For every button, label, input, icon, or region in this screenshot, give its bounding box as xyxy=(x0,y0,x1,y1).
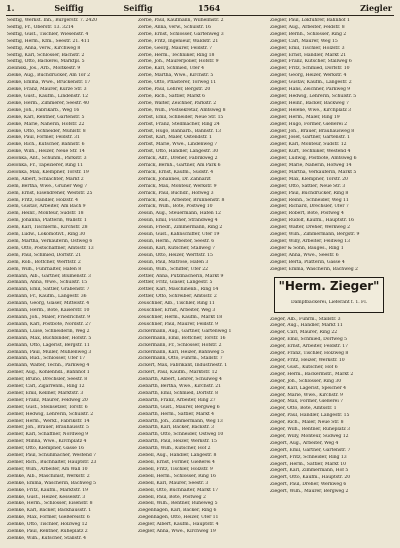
directory-entry: Zernick, Max, Monteur, Werkstr. 9 xyxy=(138,183,217,189)
directory-entry: Ziegler, Anna, Wwe., Kirchweg 19 xyxy=(138,529,216,535)
directory-entry: Ziegler, Joh., Brauer, Brauhausweg 8 xyxy=(270,128,355,134)
directory-entry: Ziegler, Martha, Verkäuferin, Markt 5 xyxy=(270,169,357,175)
directory-entry: Seiffig, Werkst. Inh., Bürgerstr. 7. 2420 xyxy=(7,18,98,23)
directory-entry: Ziebell, Paul, Bote, Postweg 2 xyxy=(138,494,206,500)
directory-entry: Ziegert, Aug., Arbeiter, Weg 4 xyxy=(270,440,339,446)
directory-entry: Zettler, Anna, Putzmacherin, Markt 9 xyxy=(138,273,224,279)
directory-entry: Zielke, Gust., Kaufm., Lindenstr. 12 xyxy=(7,93,89,99)
directory-entry: Ziebell, Karl, Maurer, Seestr. 3 xyxy=(138,480,209,486)
directory-entry: Ziem, Albert, Schlächter, Markt 2 xyxy=(7,176,84,182)
directory-entry: Zieger, Paul, Händler, Langestr. 15 xyxy=(270,413,350,419)
directory-entry: Ziemer, Herm., Werkf., Fabrikstr. 14 xyxy=(7,418,90,424)
directory-entry: Ziemer, Emil, Kellner, Marktstr. 3 xyxy=(7,390,84,396)
directory-entry: Zerbe, Ernst, Schlosser, Gartenweg 3 xyxy=(138,31,224,37)
directory-entry: Zielke, Rich., Kutscher, Bahnstr. 6 xyxy=(7,142,85,148)
directory-entry: Ziegler, Gustav, Kaufm., Langestr. 2 xyxy=(270,80,352,86)
directory-entry: Seiffig, Anna, verw., Kirchweg 8 xyxy=(7,45,81,51)
directory-entry: Zernick, Johannes, Dr. Zahnarzt xyxy=(138,176,211,182)
directory-entry: Zieger, Franz, Tischler, Holzweg 8 xyxy=(270,351,349,357)
directory-entry: Ziem, Bertha, Wwe., Grüner Weg 7 xyxy=(7,183,88,189)
header-heading-left: Seiffig xyxy=(54,3,84,13)
directory-entry: Ziegler, Anna, Wwe., Seestr. 6 xyxy=(270,252,339,258)
directory-entry: Ziemer, Paul, Schuhmacher, Westend 7 xyxy=(7,453,97,459)
directory-entry: Zernick, Wilh., Bote, Postweg 10 xyxy=(138,204,213,210)
directory-entry: Zielonka, Ant., Schuhm., Parkstr. 3 xyxy=(7,156,87,162)
directory-entry: Ziem, Gustav, Arbeiter, Am Bach 9 xyxy=(7,204,86,210)
directory-entry: Zieger, Max, Former, Gießerei 7 xyxy=(270,399,344,405)
directory-entry: Zieger, Ernst, Arbeiter, Feldstr. 17 xyxy=(270,344,349,350)
directory-entry: Zernick, Paul, Buchdr., Hofweg 3 xyxy=(138,190,214,196)
directory-entry: Zerbe, Fritz, Ingenieur, Waldstr. 21 xyxy=(138,38,219,44)
directory-entry: Ziemann, Walter, Techn., Parkweg 4 xyxy=(7,363,90,369)
header-heading-right: Ziegler xyxy=(360,3,392,13)
directory-entry: Zieger, Rich., Maler, Neue Str. 8 xyxy=(270,420,344,426)
directory-entry: Zerbe, Walter, Zeichner, Parkstr. 2 xyxy=(138,100,217,106)
directory-entry: Zieger, Willy, Monteur, Südweg 12 xyxy=(270,433,349,439)
ad-text: Dampfbäckerei, Lieferant f. 1. Fl. xyxy=(290,299,368,305)
directory-entry: Ziegler, Ernst, Händler, Markt 21 xyxy=(270,52,347,58)
directory-entry: Zerbe, Paul, Lehrer, Bergstr. 20 xyxy=(138,87,211,93)
directory-entry: Ziegler, Robert, Bote, Postweg 4 xyxy=(270,211,344,217)
directory-entry: Zieger, Emil, Schmied, Dorfweg 5 xyxy=(270,337,348,343)
directory-entry: Seiffig, Fr., Oberstr. 13. 3214 xyxy=(7,24,74,30)
directory-entry: Zernick, Ernst, Kaufm., Südstr. 4 xyxy=(138,169,214,175)
directory-entry: Ziegler, Georg, Heizer, Werkstr. 4 xyxy=(270,73,347,79)
directory-entry: Ziemke, Otto, Tischler, Holzweg 12 xyxy=(7,522,88,528)
directory-entry: Ziebarth, Otto, Schneider, Ostweg 10 xyxy=(138,432,224,438)
directory-entry: Ziegler & Sohn, Bauges., Ring 1 xyxy=(270,245,344,251)
directory-entry: Zielke, Otto, Schneider, Mühlstr. 8 xyxy=(7,128,86,134)
directory-entry: Zessin, Emil, Fischer, Strandweg 4 xyxy=(138,218,218,224)
directory-entry: Zerbe, Rich., Sattler, Markt 6 xyxy=(138,93,206,99)
directory-entry: Zerbst, Otto, Händler, Langestr. 30 xyxy=(138,149,219,155)
directory-entry: Ziegler, Helene, Wwe., Kirchplatz 3 xyxy=(270,107,352,113)
directory-entry: Zieger, Aug., Händler, Markt 11 xyxy=(270,323,343,329)
directory-entry: Ziebarth, Bertha, Wwe., Kirchstr. 21 xyxy=(138,384,221,390)
directory-entry: Ziem, Heinr., Monteur, Südstr. 18 xyxy=(7,211,84,217)
directory-entry: Zieger, Joh., Schlosser, Ring 30 xyxy=(270,378,342,384)
directory-entry: Ziemer, Gust., Steinsetzer, Torstr. 6 xyxy=(7,404,88,410)
directory-entry: Zessin, Herm., Arbeiter, Seestr. 6 xyxy=(138,239,215,244)
directory-entry: Zerbe, Joh., Maurerpolier, Hofstr. 9 xyxy=(138,59,219,65)
directory-entry: Zerbe, Karl, Schmied, Ufer 4 xyxy=(138,66,204,72)
directory-entry: Zerbe, Anna, verw., Schulstr. 16 xyxy=(138,24,212,30)
directory-entry: Zielke, Joh., Fabrikarb., Weg 16 xyxy=(7,107,80,113)
directory-entry: Ziegenhagen, Karl, Bäcker, Ring 6 xyxy=(138,508,217,514)
header-rule xyxy=(6,15,394,16)
column-3 xyxy=(270,18,395,496)
directory-entry: Ziegler, Walter, Dreher, Werkweg 2 xyxy=(270,225,351,231)
directory-entry: Zessin, Paul, Matrose, Hafen 3 xyxy=(138,259,209,265)
directory-entry: Zielke, Herm., Zimmerer, Seestr. 40 xyxy=(7,100,90,106)
advertisement-box xyxy=(274,277,384,313)
directory-entry: Ziemann, Georg, Glaser, Mittelstr. 4 xyxy=(7,301,90,307)
directory-entry: Ziegler, Wilh., Zimmermann, Bergstr. 9 xyxy=(270,232,360,238)
directory-entry: Seiffig, Otto, Bäckerei, Marktpl. 5 xyxy=(7,59,85,65)
directory-entry: Ziemke, Gust., Heizer, Kesselstr. 3 xyxy=(7,494,86,500)
directory-entry: Ziem, Fritz, Händler, Holzstr. 4 xyxy=(7,197,78,203)
column-2 xyxy=(138,18,263,536)
directory-entry: Zieger, Fritz, Heizer, Werkstr. 10 xyxy=(270,357,345,363)
directory-entry: Ziemann, Karl, Postbote, Nordstr. 27 xyxy=(7,321,91,327)
directory-entry: Zickermann, Emil, Böttcher, Torstr. 16 xyxy=(138,335,226,341)
directory-entry: Ziegler, Josef, Gärtner, Gartenstr. 1 xyxy=(270,135,351,141)
directory-entry: Ziemann, Rud., Schlosser, Ufer 17 xyxy=(7,356,86,362)
directory-entry: Ziegler, Paul, Lokführer, Bahnhof 1 xyxy=(270,18,350,23)
directory-entry: Ziebarth, Herm., Sattler, Markt 4 xyxy=(138,411,215,417)
directory-entry: Ziegler, Heinr., Bäcker, Backweg 7 xyxy=(270,100,349,106)
directory-entry: Ziegler, Berta, Plätterin, Gasse 4 xyxy=(270,259,345,265)
directory-entry: Ziem, Otto, Postschaffner, Amtsstr. 13 xyxy=(7,245,94,251)
directory-entry: Zernick, Alfr., Dreher, Fabrikweg 2 xyxy=(138,156,218,162)
directory-entry: Ziemann, Fr., Kaufm., Langestr. 36 xyxy=(7,294,87,300)
directory-entry: Zielinski, Jos., Arb., Moltkestr. 9 xyxy=(7,66,81,72)
directory-entry: Ziebell, Fritz, Tischler, Holzstr. 9 xyxy=(138,466,213,472)
directory-entry: Ziegler, Willy, Arbeiter, Feldweg 13 xyxy=(270,239,351,244)
directory-entry: Zickermann, Fr., Schlosser, Hofstr. 2 xyxy=(138,342,222,348)
directory-entry: Ziemann, Paul, Müller, Mühlenweg 3 xyxy=(7,349,92,355)
directory-entry: Ziegler, Hugo, Former, Gießerei 2 xyxy=(270,121,348,127)
directory-entry: Ziebell, Wilh., Rentner, Ruheweg 5 xyxy=(138,501,218,507)
directory-entry: Ziebell, Herm., Schlosser, Ring 16 xyxy=(138,473,216,479)
directory-entry: Ziemer, Carl, Zigarrenm., Ring 12 xyxy=(7,384,85,390)
directory-entry: Ziemann, Luise, Schneiderin, Weg 2 xyxy=(7,328,90,334)
directory-entry: Zielke, Aug., Buchdrucker, Am Tor 2 xyxy=(7,73,90,79)
directory-entry: Ziegert, Emil, Gärtner, Gartenstr. 7 xyxy=(270,447,351,453)
directory-entry: Ziebarth, Paul, Heizer, Werkstr. 15 xyxy=(138,439,217,445)
directory-entry: Ziegler, Herm., Maler, Ring 19 xyxy=(270,114,340,120)
directory-entry: Zettler, Karl, Maschinenb., Ring 14 xyxy=(138,287,219,293)
directory-entry: Ziemer, Hedwig, Lehrerin, Schulstr. 2 xyxy=(7,411,94,417)
page-number: 1564 xyxy=(198,3,221,13)
directory-entry: Seiffig, Karl, Schlosser, Bachstr. 2 xyxy=(7,52,85,58)
column-1 xyxy=(7,18,132,543)
directory-entry: Ziemke, Herm., Schlosser, Eisenstr. 8 xyxy=(7,501,93,507)
directory-entry: Ziegler, Albert, Kaufm., Hauptstr. 4 xyxy=(138,522,219,528)
directory-entry: Zerbe, Georg, Maurer, Feldstr. 7 xyxy=(138,45,213,51)
header-number: 1. xyxy=(6,3,15,13)
directory-entry: Ziegler, Emma, Wäscherin, Bachweg 2 xyxy=(270,266,358,272)
directory-entry: Zerbst, Franz, Stellmacher, Ring 24 xyxy=(138,121,220,127)
directory-entry: Zieger, Karl, Lagerist, Speicher 4 xyxy=(270,385,347,391)
directory-entry: Ziegler, Fritz, Schmied, Dorfstr. 10 xyxy=(270,66,350,72)
directory-entry: Ziem, Ernst, Eisendreher, Weststr. 25 xyxy=(7,190,93,196)
directory-entry: Ziemann, Emil, Sattler, Grabenstr. 7 xyxy=(7,287,90,293)
directory-entry: Zickermann, Otto, Fuhrm., Stallstr. 7 xyxy=(138,356,223,362)
directory-entry: Zieger, Otto, Bote, Amtsstr. 1 xyxy=(270,406,337,412)
directory-entry: Zessin, Aug., Steuermann, Hafen 12 xyxy=(138,211,221,217)
directory-entry: Ziemann, Alb., Gärtner, Blumenstr. 3 xyxy=(7,273,91,279)
directory-entry: Zernick, Bernh., Gärtner, Am Park 6 xyxy=(138,163,221,169)
directory-entry: Ziem, Rob., Böttcher, Werftstr. 2 xyxy=(7,259,81,265)
directory-entry: Zielke, Marie, Näherin, Hofstr. 22 xyxy=(7,121,85,127)
directory-entry: Zielonka, Fr., Tapezierer, Ring 11 xyxy=(7,163,83,169)
directory-entry: Zerbe, Herm., Techniker, Ring 18 xyxy=(138,52,215,58)
directory-entry: Ziegler, Bernh., Schlosser, Ring 2 xyxy=(270,31,347,37)
header-left xyxy=(6,3,153,13)
directory-entry: Ziem, Ludw., Lokomotivf., Ring 30 xyxy=(7,232,86,238)
directory-entry: Zessin, Friedr., Zimmermann, Ring 2 xyxy=(138,225,223,231)
directory-entry: Zerbst, Hugo, Bahnarb., Bahnstr. 13 xyxy=(138,128,221,134)
directory-entry: Ziem, Karl, Tischlerm., Kirchstr. 28 xyxy=(7,225,88,231)
directory-entry: Zessin, Otto, Heizer, Werftstr. 15 xyxy=(138,252,213,258)
directory-entry: Zieger, Herm., Bäckermstr., Markt 2 xyxy=(270,371,354,377)
directory-entry: Ziemke, Karl, Bäcker, Backhausstr. 1 xyxy=(7,508,92,514)
directory-entry: Zeuschner, Ernst, Arbeiter, Weg 3 xyxy=(138,308,216,314)
header-heading-left-2: Seiffig xyxy=(123,3,153,13)
directory-entry: Ziemke, Fritz, Kaufm., Marktstr. 19 xyxy=(7,487,88,493)
directory-entry: Zickermann, Aug., Gärtner, Gartenweg 1 xyxy=(138,328,232,334)
directory-entry: Ziebarth, Albert, Lehrer, Schulweg 4 xyxy=(138,377,222,383)
directory-entry: Ziemann, Anna, Wwe., Schulstr. 15 xyxy=(7,280,88,286)
directory-entry: Ziegert, Fritz, Schneider, Ring 13 xyxy=(270,454,347,460)
directory-entry: Ziegler, Emil, Tischler, Holzstr. 3 xyxy=(270,45,345,51)
directory-entry: Ziemer, Rich., Buchhalter, Hauptstr. 23 xyxy=(7,460,97,465)
directory-entry: Zerbst, Marie, Wwe., Lindenweg 7 xyxy=(138,142,218,148)
directory-entry: Ziegler, Franz, Kutscher, Stallweg 6 xyxy=(270,59,352,65)
directory-entry: Ziegler, Aug., Arbeiter, Feldstr. 8 xyxy=(270,24,345,30)
directory-entry: Ziemer, Karl, Schaffner, Nordweg 9 xyxy=(7,432,89,438)
directory-entry: Ziemann, Herm., Bote, Kaiserstr. 10 xyxy=(7,308,90,314)
directory-entry: Ziebell, Otto, Buchhalter, Markt 17 xyxy=(138,487,219,493)
directory-entry: Ziemer, Otto, Klempner, Gasse 16 xyxy=(7,446,84,452)
directory-entry: Ziegert, Otto, Kaufm., Hauptstr. 20 xyxy=(270,475,351,481)
directory-entry: Ziegler, Richard, Drechsler, Ufer 7 xyxy=(270,204,349,210)
directory-entry: Ziem, Paul, Schmied, Dorfstr. 21 xyxy=(7,252,82,258)
directory-entry: Ziegler, Carl, Maurer, Weg 15 xyxy=(270,38,338,44)
directory-entry: Ziegler, Rudolf, Kaufm., Hauptstr. 16 xyxy=(270,218,355,224)
directory-entry: Seiffig, Gust., Tischler, Wiesenstr. 4 xyxy=(7,31,89,37)
directory-entry: Ziegler, Otto, Sattler, Neue Str. 3 xyxy=(270,183,346,189)
directory-entry: Zickermann, Karl, Heizer, Bahnweg 5 xyxy=(138,349,224,355)
directory-entry: Ziem, Martha, Verkäuferin, Ostweg 6 xyxy=(7,239,93,244)
directory-entry: Ziebarth, Franz, Arbeiter, Ring 27 xyxy=(138,397,216,403)
directory-entry: Ziebarth, Gust., Maurer, Bergweg 6 xyxy=(138,404,220,410)
directory-entry: Zielonka, Max, Klempner, Torstr. 19 xyxy=(7,169,89,175)
directory-entry: Ziemke, Paul, Rentner, Ruheplatz 2 xyxy=(7,529,88,535)
directory-entry: Ziegert, Paul, Dreher, Werkweg 6 xyxy=(270,482,347,488)
directory-entry: Zieger, Wilh., Rentner, Ruheplatz 3 xyxy=(270,427,350,433)
directory-entry: Ziegert, Karl, Zimmermann, Hof 5 xyxy=(270,468,349,474)
directory-entry: Zieger, Marie, Wwe., Kirchstr. 9 xyxy=(270,392,343,398)
directory-entry: Ziegler, Ludwig, Postbote, Amtsweg 6 xyxy=(270,156,357,162)
directory-entry: Ziebarth, Joh., Zimmermann, Weg 13 xyxy=(138,418,223,424)
directory-entry: Zettler, Fritz, Glaser, Langestr. 5 xyxy=(138,280,213,286)
directory-entry: Zielke, Wilh., Heizer, Neue Str. 14 xyxy=(7,149,85,155)
directory-entry: Ziemke, Wilh., Kutscher, Stallstr. 4 xyxy=(7,535,87,541)
directory-entry: Zickert, Paul, Kaufm., Marktstr. 12 xyxy=(138,370,218,376)
directory-entry: Zeuschner, Paul, Maurer, Feldstr. 9 xyxy=(138,321,218,327)
directory-entry: Ziebarth, Karl, Bäcker, Backstr. 3 xyxy=(138,425,215,431)
directory-entry: Zettler, Otto, Schreiber, Amtsstr. 2 xyxy=(138,294,217,300)
directory-entry: Ziegert, Herm., Sattler, Markt 10 xyxy=(270,461,346,467)
directory-entry: Ziegert, Wilh., Maurer, Bergweg 2 xyxy=(270,489,349,495)
directory-entry: Ziemke, Alb., Maschinist, Werkstr. 2 xyxy=(7,473,90,479)
directory-entry: Ziebell, Aug., Händler, Langestr. 8 xyxy=(138,453,217,459)
directory-entry: Seiffig, Herm., Kfm., Seestr. 21. 411 xyxy=(7,38,90,44)
directory-entry: Ziemer, Minna, Wwe., Kirchplatz 4 xyxy=(7,439,87,445)
directory-entry: Zieger, Gust., Kutscher, Hof 6 xyxy=(270,364,338,370)
directory-entry: Ziem, Johanna, Plätterin, Wallstr. 1 xyxy=(7,218,87,224)
directory-entry: Zielke, Emma, Wwe., Brückenstr. 17 xyxy=(7,80,91,86)
directory-entry: Zessin, Gust., Kahnschiffer, Ufer 19 xyxy=(138,232,220,238)
directory-entry: Ziemann, Max, Buchbinder, Hofstr. 5 xyxy=(7,335,92,341)
directory-entry: Ziegler, Hans, Zeichner, Parkweg 9 xyxy=(270,87,351,93)
ad-firm-name: "Herm. Zieger" xyxy=(278,278,380,293)
directory-entry: Zerbe, Paul, Kaufmann, Wilhelmstr. 2 xyxy=(138,18,224,23)
directory-entry: Zessin, Wilh., Schiffer, Ufer 22 xyxy=(138,266,208,272)
directory-entry: Zernick, Rud., Arbeiter, Brunnenstr. 8 xyxy=(138,197,225,203)
directory-entry: Ziemke, Max, Former, Gießereistr. 6 xyxy=(7,515,90,521)
directory-entry: Ziemer, Wilh., Arbeiter, Am Wall 10 xyxy=(7,466,88,472)
directory-entry: Zessin, Karl, Kutscher, Stallweg 7 xyxy=(138,245,216,251)
directory-entry: Ziebell, Ernst, Former, Gießerei 4 xyxy=(138,460,215,465)
directory-entry: Zieger, Alb., Fuhrm., Stallstr. 3 xyxy=(270,316,341,322)
directory-entry: Ziebarth, Wilh., Kutscher, Hof 2 xyxy=(138,446,211,452)
directory-entry: Ziegler, Hedwig, Lehrerin, Schulstr. 5 xyxy=(270,93,357,99)
directory-entry: Ziem, Wilh., Fuhrhalter, Hafen 8 xyxy=(7,266,82,272)
directory-entry: Zerbe, Martha, Wwe., Kirchstr. 5 xyxy=(138,73,214,79)
directory-entry: Ziegenhagen, Otto, Heizer, Ufer 11 xyxy=(138,515,219,521)
directory-entry: Ziemann, Joh., Maler, Friedrichstr. 9 xyxy=(7,314,91,320)
directory-entry: Ziegler, Karl, Monteur, Südstr. 12 xyxy=(270,142,347,148)
directory-entry: Ziemke, Emma, Wäscherin, Bachweg 5 xyxy=(7,480,97,486)
directory-entry: Ziegler, Reinh., Schneider, Weg 11 xyxy=(270,197,349,203)
directory-entry: Ziegler, Kurt, Techniker, Westend 4 xyxy=(270,149,351,155)
directory-entry: Zickert, Max, Fabrikant, Industriestr. 1 xyxy=(138,363,228,369)
directory-entry: Zerbe, Wilh., Postsekretär, Amtsweg 8 xyxy=(138,107,226,113)
directory-entry: Zeuschner, Alb., Tischler, Ring 11 xyxy=(138,301,215,307)
directory-entry: Ziegler, Marie, Näherin, Hofweg 14 xyxy=(270,163,352,169)
directory-entry: Zerbst, Emil, Schneider, Neue Str. 15 xyxy=(138,114,224,120)
directory-entry: Ziebarth, Emil, Schmied, Dorfstr. 8 xyxy=(138,390,218,396)
directory-entry: Ziemer, Aug., Kohlenhdl., Bahnhof 1 xyxy=(7,370,90,376)
directory-entry: Zielke, Paul, Former, Feldstr. 31 xyxy=(7,135,80,141)
directory-entry: Zielke, Karl, Rentner, Gartenstr. 5 xyxy=(7,114,85,120)
directory-entry: Ziemer, Bruno, Drechsler, Seestr. 8 xyxy=(7,377,88,383)
directory-entry: Zerbe, Otto, Pflasterer, Torweg 11 xyxy=(138,80,217,86)
directory-entry: Ziemann, Otto, Lagerist, Bergstr. 11 xyxy=(7,342,90,348)
directory-entry: Ziemer, Joh., Brauer, Brauhausstr. 5 xyxy=(7,425,89,431)
directory-entry: Zielke, Franz, Maurer, Kurze Str. 3 xyxy=(7,87,87,93)
directory-entry: Ziemer, Franz, Maurer, Feldweg 20 xyxy=(7,397,88,403)
directory-entry: Zeuschner, Herm., Kaufm., Markt 18 xyxy=(138,314,223,320)
directory-entry: Ziegler, Max, Klempner, Torstr. 20 xyxy=(270,176,348,182)
directory-entry: Zerbst, Karl, Maler, Ostendstr. 1 xyxy=(138,135,212,141)
directory-entry: Ziegler, Paul, Buchdrucker, Ring 8 xyxy=(270,190,349,196)
directory-entry: Zieger, Carl, Maurer, Ring 22 xyxy=(270,330,338,336)
